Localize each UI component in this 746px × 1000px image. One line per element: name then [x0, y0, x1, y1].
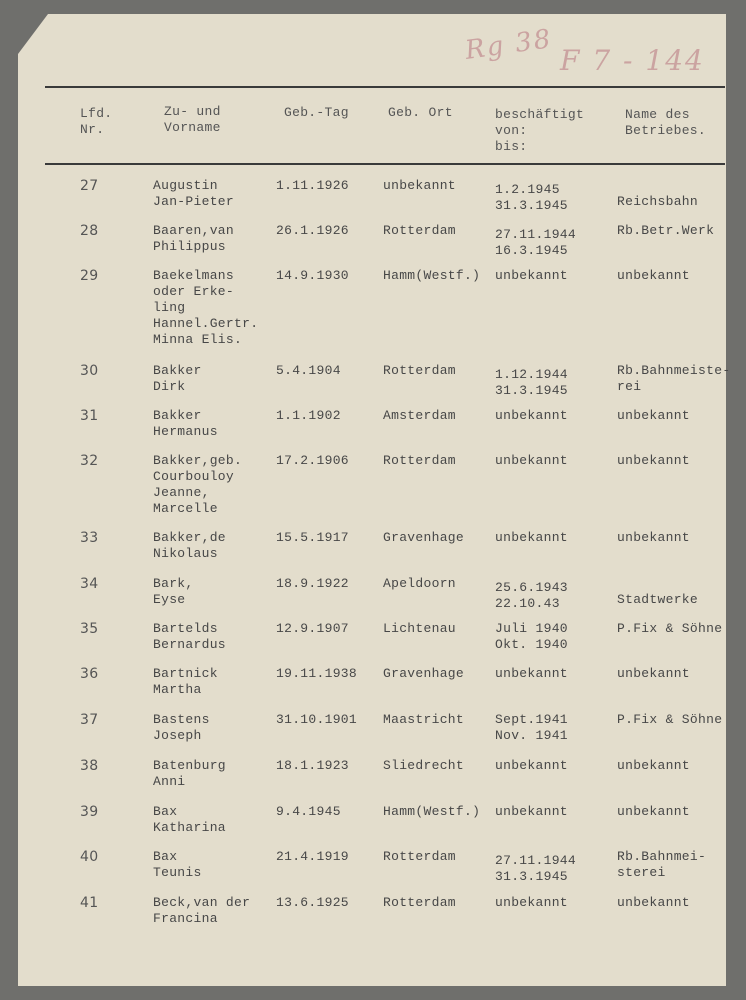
row-39-date: 9.4.1945 — [276, 804, 341, 819]
row-32-place: Rotterdam — [383, 453, 456, 468]
row-39-employed: unbekannt — [495, 804, 568, 819]
row-34-company: Stadtwerke — [617, 592, 699, 607]
row-28-nr: 28 — [80, 223, 99, 239]
row-36-date: 19.11.1938 — [276, 666, 358, 681]
row-29-company: unbekannt — [617, 268, 690, 283]
row-34-place: Apeldoorn — [383, 576, 456, 591]
row-28-employed: 27.11.1944 16.3.1945 — [495, 227, 577, 258]
row-28-place: Rotterdam — [383, 223, 456, 238]
row-40-place: Rotterdam — [383, 849, 456, 864]
row-35-company: P.Fix & Söhne — [617, 621, 723, 636]
row-35-name: Bartelds Bernardus — [153, 621, 226, 652]
header-name: Zu- und Vorname — [164, 104, 221, 135]
row-35-place: Lichtenau — [383, 621, 456, 636]
header-top-rule — [45, 86, 725, 88]
row-41-name: Beck,van der Francina — [153, 895, 251, 926]
row-41-date: 13.6.1925 — [276, 895, 349, 910]
row-30-name: Bakker Dirk — [153, 363, 202, 394]
row-41-place: Rotterdam — [383, 895, 456, 910]
header-birth-place: Geb. Ort — [388, 105, 453, 120]
row-40-company: Rb.Bahnmei- sterei — [617, 849, 707, 880]
row-27-nr: 27 — [80, 178, 99, 194]
row-33-place: Gravenhage — [383, 530, 465, 545]
row-29-place: Hamm(Westf.) — [383, 268, 481, 283]
header-birth-date: Geb.-Tag — [284, 105, 349, 120]
row-31-company: unbekannt — [617, 408, 690, 423]
row-36-employed: unbekannt — [495, 666, 568, 681]
row-28-date: 26.1.1926 — [276, 223, 349, 238]
row-36-nr: 36 — [80, 666, 99, 682]
handwritten-note-1: Rg 38 — [463, 24, 555, 66]
row-36-place: Gravenhage — [383, 666, 465, 681]
row-35-employed: Juli 1940 Okt. 1940 — [495, 621, 568, 652]
row-32-nr: 32 — [80, 453, 99, 469]
row-28-company: Rb.Betr.Werk — [617, 223, 715, 238]
row-29-date: 14.9.1930 — [276, 268, 349, 283]
row-34-date: 18.9.1922 — [276, 576, 349, 591]
row-34-name: Bark, Eyse — [153, 576, 194, 607]
row-32-employed: unbekannt — [495, 453, 568, 468]
row-33-employed: unbekannt — [495, 530, 568, 545]
row-40-date: 21.4.1919 — [276, 849, 349, 864]
row-38-nr: 38 — [80, 758, 99, 774]
row-38-employed: unbekannt — [495, 758, 568, 773]
row-36-company: unbekannt — [617, 666, 690, 681]
row-33-date: 15.5.1917 — [276, 530, 349, 545]
row-30-nr: 30 — [80, 363, 99, 379]
row-31-date: 1.1.1902 — [276, 408, 341, 423]
row-38-company: unbekannt — [617, 758, 690, 773]
row-29-nr: 29 — [80, 268, 99, 284]
document-sheet — [18, 14, 726, 986]
row-27-date: 1.11.1926 — [276, 178, 349, 193]
row-40-nr: 40 — [80, 849, 99, 865]
row-35-nr: 35 — [80, 621, 99, 637]
row-27-company: Reichsbahn — [617, 194, 699, 209]
row-31-place: Amsterdam — [383, 408, 456, 423]
row-30-place: Rotterdam — [383, 363, 456, 378]
header-company: Name des Betriebes. — [625, 107, 707, 138]
row-32-name: Bakker,geb. Courbouloy Jeanne, Marcelle — [153, 453, 243, 516]
row-27-place: unbekannt — [383, 178, 456, 193]
row-37-name: Bastens Joseph — [153, 712, 210, 743]
row-33-name: Bakker,de Nikolaus — [153, 530, 226, 561]
row-29-name: Baekelmans oder Erke- ling Hannel.Gertr. Minna Elis. — [153, 268, 259, 347]
row-32-date: 17.2.1906 — [276, 453, 349, 468]
row-30-company: Rb.Bahnmeiste- rei — [617, 363, 731, 394]
row-28-name: Baaren,van Philippus — [153, 223, 235, 254]
row-37-date: 31.10.1901 — [276, 712, 358, 727]
row-37-company: P.Fix & Söhne — [617, 712, 723, 727]
header-nr: Lfd. Nr. — [80, 106, 113, 137]
row-40-employed: 27.11.1944 31.3.1945 — [495, 853, 577, 884]
row-34-nr: 34 — [80, 576, 99, 592]
row-41-company: unbekannt — [617, 895, 690, 910]
row-33-nr: 33 — [80, 530, 99, 546]
header-employed: beschäftigt von: bis: — [495, 107, 585, 154]
row-27-name: Augustin Jan-Pieter — [153, 178, 235, 209]
row-30-employed: 1.12.1944 31.3.1945 — [495, 367, 568, 398]
row-35-date: 12.9.1907 — [276, 621, 349, 636]
row-37-employed: Sept.1941 Nov. 1941 — [495, 712, 568, 743]
row-39-name: Bax Katharina — [153, 804, 226, 835]
row-31-employed: unbekannt — [495, 408, 568, 423]
row-31-nr: 31 — [80, 408, 99, 424]
handwritten-note-2: F 7 - 144 — [560, 44, 705, 77]
row-41-employed: unbekannt — [495, 895, 568, 910]
row-34-employed: 25.6.1943 22.10.43 — [495, 580, 568, 611]
row-36-name: Bartnick Martha — [153, 666, 218, 697]
row-39-place: Hamm(Westf.) — [383, 804, 481, 819]
row-32-company: unbekannt — [617, 453, 690, 468]
row-37-nr: 37 — [80, 712, 99, 728]
row-39-nr: 39 — [80, 804, 99, 820]
row-38-name: Batenburg Anni — [153, 758, 226, 789]
row-30-date: 5.4.1904 — [276, 363, 341, 378]
row-39-company: unbekannt — [617, 804, 690, 819]
row-37-place: Maastricht — [383, 712, 465, 727]
row-38-date: 18.1.1923 — [276, 758, 349, 773]
row-27-employed: 1.2.1945 31.3.1945 — [495, 182, 568, 213]
row-38-place: Sliedrecht — [383, 758, 465, 773]
row-31-name: Bakker Hermanus — [153, 408, 218, 439]
row-33-company: unbekannt — [617, 530, 690, 545]
header-bottom-rule — [45, 163, 725, 165]
row-40-name: Bax Teunis — [153, 849, 202, 880]
row-41-nr: 41 — [80, 895, 99, 911]
row-29-employed: unbekannt — [495, 268, 568, 283]
